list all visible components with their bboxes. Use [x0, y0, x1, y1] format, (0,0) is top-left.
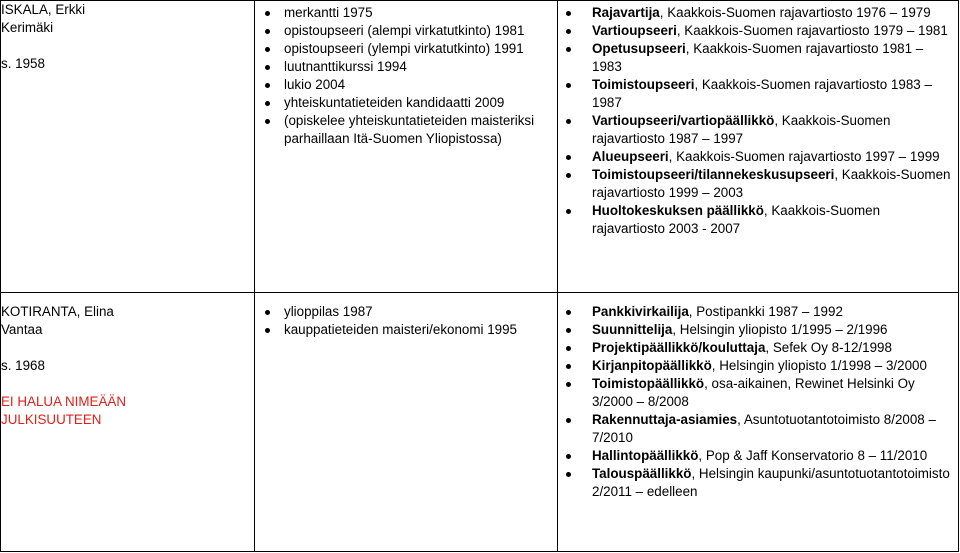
job-title: Hallintopäällikkö — [592, 448, 699, 463]
list-item — [558, 40, 958, 76]
education-list — [255, 293, 557, 339]
job-details: , osa-aikainen, Rewinet Helsinki Oy 3/2000 – 8/2008 — [592, 376, 915, 409]
bullet-icon — [566, 382, 571, 387]
job-title: Talouspäällikkö — [592, 466, 692, 481]
bullet-icon — [566, 83, 571, 88]
job-title: Huoltokeskuksen päällikkö — [592, 203, 764, 218]
education-entry: ylioppilas 1987 — [284, 304, 373, 319]
job-details: , Kaakkois-Suomen rajavartiosto 1983 – 1987 — [592, 77, 932, 110]
job-details: , Helsingin kaupunki/asuntotuotantotoimisto 2/2011 – edelleen — [592, 466, 950, 499]
job-details: , Helsingin yliopisto 1/1998 – 3/2000 — [711, 358, 927, 373]
person-home: Kerimäki — [1, 20, 54, 35]
job-details: , Kaakkois-Suomen rajavartiosto 1979 – 1981 — [676, 23, 948, 38]
list-item — [255, 303, 557, 321]
person-born: s. 1968 — [1, 358, 45, 373]
list-item — [255, 4, 557, 22]
person-cell — [1, 1, 255, 293]
education-entry: kauppatieteiden maisteri/ekonomi 1995 — [284, 322, 517, 337]
list-item — [558, 465, 958, 501]
job-title: Opetusupseeri — [592, 41, 686, 56]
list-item — [558, 166, 958, 202]
list-item — [255, 22, 557, 40]
bullet-icon — [265, 310, 270, 315]
job-title: Toimistopäällikkö — [592, 376, 705, 391]
privacy-note: EI HALUA NIMEÄÄN JULKISUUTEEN — [1, 394, 127, 427]
list-item — [255, 112, 557, 148]
bullet-icon — [566, 29, 571, 34]
list-item — [255, 76, 557, 94]
job-title: Suunnittelija — [592, 322, 673, 337]
job-details: , Kaakkois-Suomen rajavartiosto 2003 - 2007 — [592, 203, 881, 236]
bullet-icon — [566, 364, 571, 369]
list-item — [558, 112, 958, 148]
job-details: , Kaakkois-Suomen rajavartiosto 1987 – 1997 — [592, 113, 891, 146]
bullet-icon — [566, 310, 571, 315]
bullet-icon — [265, 83, 270, 88]
list-item — [558, 4, 958, 22]
career-cell — [558, 293, 959, 552]
job-title: Pankkivirkailija — [592, 304, 689, 319]
job-details: , Pop & Jaff Konservatorio 8 – 11/2010 — [698, 448, 928, 463]
list-item — [558, 22, 958, 40]
job-details: , Asuntotuotantotoimisto 8/2008 – 7/2010 — [592, 412, 936, 445]
bullet-icon — [566, 328, 571, 333]
person-name: KOTIRANTA, Elina — [1, 304, 114, 319]
bullet-icon — [566, 472, 571, 477]
job-title: Rajavartija — [592, 5, 660, 20]
person-name: ISKALA, Erkki — [1, 2, 86, 17]
list-item — [558, 202, 958, 238]
education-entry: lukio 2004 — [284, 77, 346, 92]
job-details: , Postipankki 1987 – 1992 — [688, 304, 843, 319]
job-title: Toimistoupseeri/tilannekeskusupseeri — [592, 167, 835, 182]
career-list — [558, 293, 958, 501]
career-list — [558, 1, 958, 238]
person-cell — [1, 293, 255, 552]
list-item — [255, 40, 557, 58]
person-home: Vantaa — [1, 322, 43, 337]
bullet-icon — [566, 173, 571, 178]
job-details: , Kaakkois-Suomen rajavartiosto 1981 – 1983 — [592, 41, 924, 74]
list-item — [558, 411, 958, 447]
person-born: s. 1958 — [1, 56, 45, 71]
list-item — [558, 76, 958, 112]
job-details: , Kaakkois-Suomen rajavartiosto 1999 – 2003 — [592, 167, 951, 200]
bullet-icon — [566, 346, 571, 351]
bullet-icon — [265, 47, 270, 52]
bullet-icon — [265, 11, 270, 16]
list-item — [558, 447, 958, 465]
career-cell — [558, 1, 959, 293]
bullet-icon — [265, 328, 270, 333]
bullet-icon — [265, 29, 270, 34]
job-title: Projektipäällikkö/kouluttaja — [592, 340, 766, 355]
education-list — [255, 1, 557, 148]
education-entry: (opiskelee yhteiskuntatieteiden maisteriksi parhaillaan Itä-Suomen Yliopistossa) — [284, 113, 535, 146]
bullet-icon — [566, 209, 571, 214]
list-item — [558, 339, 958, 357]
education-cell — [255, 293, 558, 552]
list-item — [558, 357, 958, 375]
education-entry: luutnanttikurssi 1994 — [284, 59, 407, 74]
bullet-icon — [566, 11, 571, 16]
bullet-icon — [566, 418, 571, 423]
list-item — [558, 375, 958, 411]
list-item — [558, 303, 958, 321]
job-title: Rakennuttaja-asiamies — [592, 412, 738, 427]
list-item — [558, 148, 958, 166]
education-entry: opistoupseeri (ylempi virkatutkinto) 1991 — [284, 41, 524, 56]
candidate-row — [1, 1, 959, 293]
bullet-icon — [566, 155, 571, 160]
bullet-icon — [566, 454, 571, 459]
job-details: , Kaakkois-Suomen rajavartiosto 1976 – 1979 — [659, 5, 931, 20]
job-title: Kirjanpitopäällikkö — [592, 358, 712, 373]
bullet-icon — [265, 65, 270, 70]
education-entry: merkantti 1975 — [284, 5, 373, 20]
list-item — [255, 321, 557, 339]
education-entry: yhteiskuntatieteiden kandidaatti 2009 — [284, 95, 505, 110]
list-item — [255, 94, 557, 112]
list-item — [558, 321, 958, 339]
job-details: , Kaakkois-Suomen rajavartiosto 1997 – 1999 — [668, 149, 940, 164]
bullet-icon — [265, 101, 270, 106]
job-title: Vartioupseeri/vartiopäällikkö — [592, 113, 775, 128]
education-entry: opistoupseeri (alempi virkatutkinto) 1981 — [284, 23, 525, 38]
bullet-icon — [566, 47, 571, 52]
education-cell — [255, 1, 558, 293]
candidate-row — [1, 293, 959, 552]
list-item — [255, 58, 557, 76]
job-details: , Helsingin yliopisto 1/1995 – 2/1996 — [672, 322, 888, 337]
job-details: , Sefek Oy 8-12/1998 — [765, 340, 892, 355]
bullet-icon — [265, 119, 270, 124]
job-title: Alueupseeri — [592, 149, 669, 164]
job-title: Toimistoupseeri — [592, 77, 695, 92]
job-title: Vartioupseeri — [592, 23, 677, 38]
bullet-icon — [566, 119, 571, 124]
